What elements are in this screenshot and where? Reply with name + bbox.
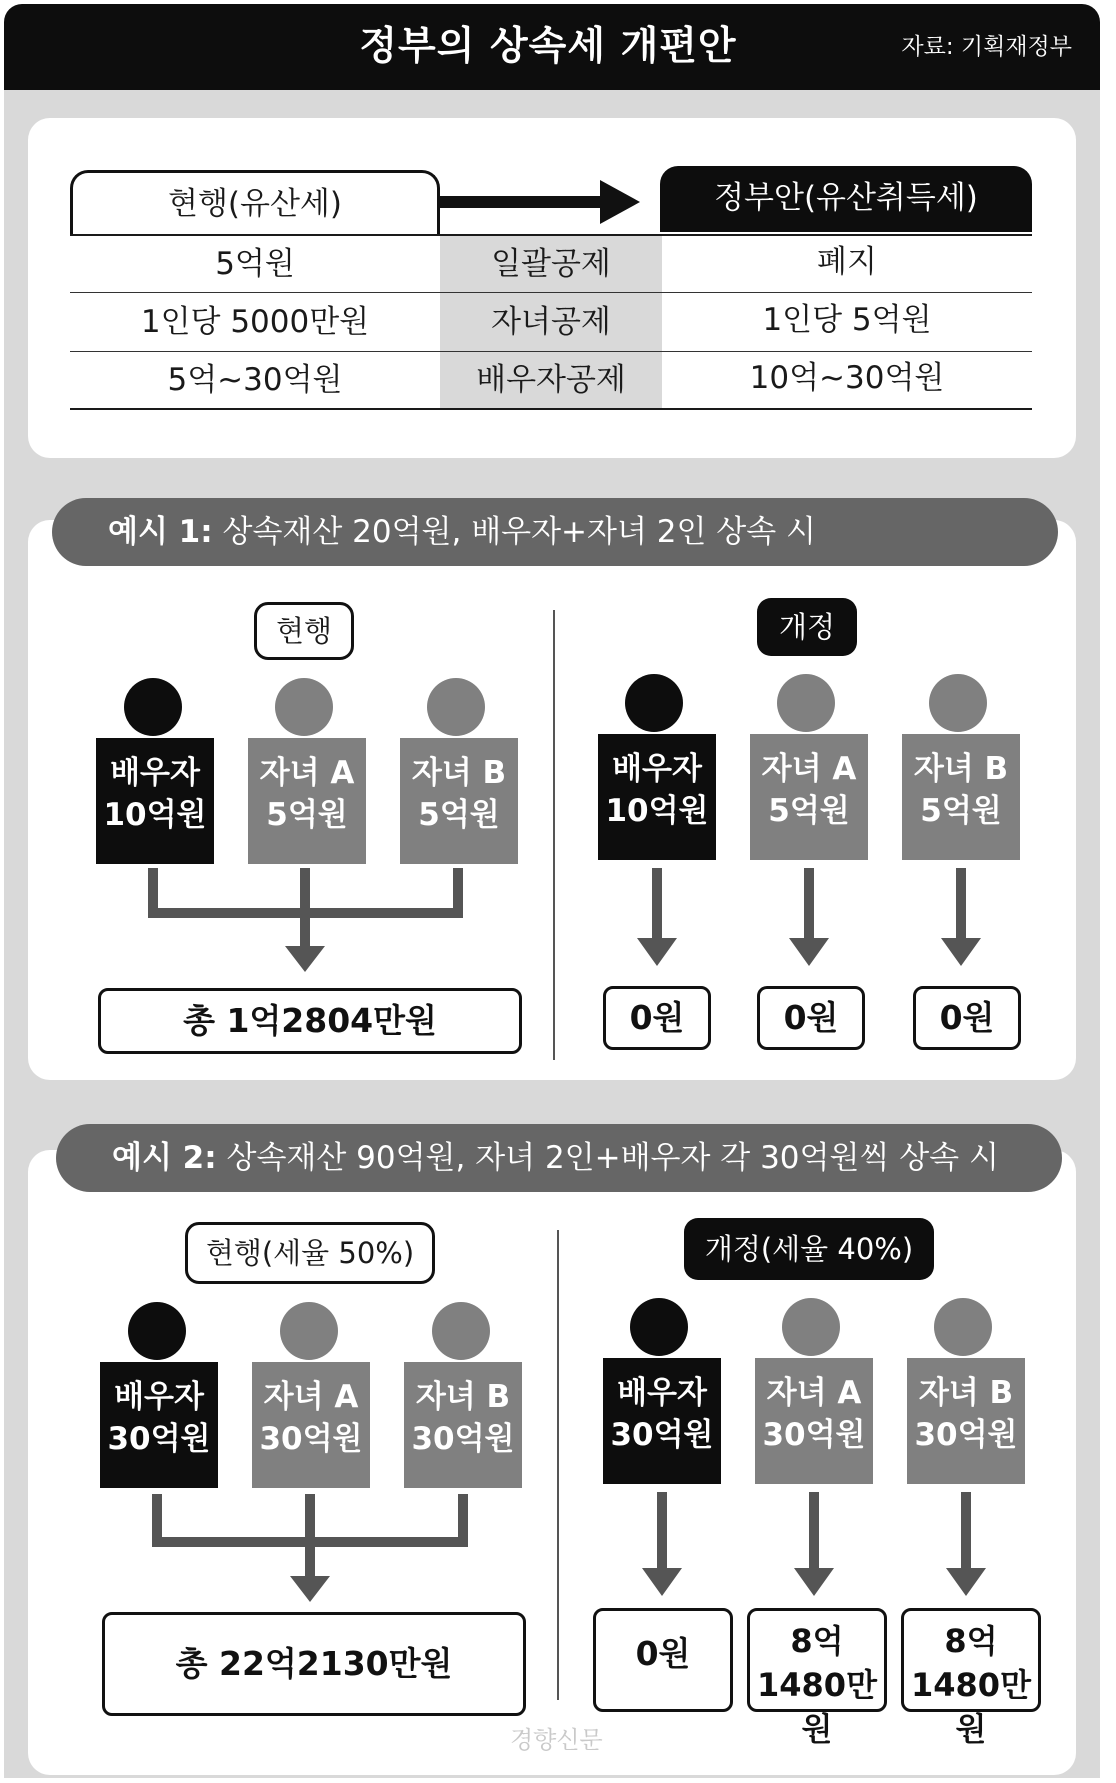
example1-title-label: 예시 1: bbox=[108, 514, 213, 550]
merge-arrow-icon bbox=[140, 868, 480, 974]
example1-revised-label: 개정 bbox=[757, 598, 857, 656]
person-head-icon bbox=[432, 1302, 490, 1360]
divider bbox=[557, 1230, 559, 1700]
person-amount: 30억원 bbox=[914, 1417, 1018, 1453]
table-cell-current: 5억~30억원 bbox=[167, 362, 343, 398]
person-amount: 10억원 bbox=[605, 793, 709, 829]
person-amount: 5억원 bbox=[920, 793, 1002, 829]
result-line1: 0원 bbox=[635, 1634, 691, 1673]
person-amount: 5억원 bbox=[418, 797, 500, 833]
person-child-b bbox=[400, 738, 518, 864]
example2-current-total: 총 22억2130만원 bbox=[102, 1612, 526, 1716]
person-head-icon bbox=[275, 678, 333, 736]
person-amount: 30억원 bbox=[411, 1421, 515, 1457]
person-child-a bbox=[252, 1362, 370, 1488]
person-name: 자녀 B bbox=[415, 1379, 511, 1415]
table-cell-government: 1인당 5억원 bbox=[762, 302, 932, 338]
example1-current-label: 현행 bbox=[254, 602, 354, 660]
person-child-b bbox=[907, 1358, 1025, 1484]
arrow-down-icon bbox=[794, 1492, 834, 1598]
person-child-b bbox=[902, 734, 1020, 860]
arrow-down-icon bbox=[946, 1492, 986, 1598]
person-head-icon bbox=[124, 678, 182, 736]
person-spouse bbox=[603, 1358, 721, 1484]
table-cell-government: 10억~30억원 bbox=[749, 360, 945, 396]
person-spouse bbox=[598, 734, 716, 860]
table-cell-item: 일괄공제 bbox=[491, 246, 611, 282]
person-amount: 5억원 bbox=[266, 797, 348, 833]
example1-revised-result: 0원 bbox=[603, 986, 711, 1050]
example1-revised-result: 0원 bbox=[913, 986, 1021, 1050]
table-cell-item: 자녀공제 bbox=[491, 304, 611, 340]
person-name: 자녀 A bbox=[761, 751, 857, 787]
example1-title-text: 상속재산 20억원, 배우자+자녀 2인 상속 시 bbox=[212, 514, 816, 550]
result-line2: 1480만원 bbox=[911, 1666, 1031, 1748]
person-name: 배우자 bbox=[114, 1379, 204, 1415]
example2-current-label: 현행(세율 50%) bbox=[185, 1222, 435, 1284]
table-cell-item: 배우자공제 bbox=[476, 362, 626, 398]
person-head-icon bbox=[280, 1302, 338, 1360]
person-head-icon bbox=[777, 674, 835, 732]
person-child-b bbox=[404, 1362, 522, 1488]
arrow-down-icon bbox=[642, 1492, 682, 1598]
person-name: 배우자 bbox=[110, 755, 200, 791]
person-amount: 30억원 bbox=[259, 1421, 363, 1457]
person-name: 자녀 B bbox=[918, 1375, 1014, 1411]
current-system-header: 현행(유산세) bbox=[70, 170, 440, 236]
example1-revised-result: 0원 bbox=[757, 986, 865, 1050]
page-title: 정부의 상속세 개편안 bbox=[359, 24, 737, 69]
arrow-down-icon bbox=[941, 868, 981, 968]
person-head-icon bbox=[128, 1302, 186, 1360]
arrow-down-icon bbox=[637, 868, 677, 968]
person-amount: 30억원 bbox=[107, 1421, 211, 1457]
result-line1: 8억 bbox=[790, 1622, 844, 1660]
person-child-a bbox=[248, 738, 366, 864]
person-name: 자녀 A bbox=[263, 1379, 359, 1415]
example2-revised-result bbox=[593, 1608, 733, 1712]
example2-revised-result bbox=[747, 1608, 887, 1748]
table-rule bbox=[70, 408, 1032, 410]
source-label: 자료: 기획재정부 bbox=[901, 34, 1072, 60]
example1-title bbox=[52, 498, 1058, 566]
example2-title bbox=[56, 1124, 1062, 1192]
table-cell-government: 폐지 bbox=[817, 244, 877, 280]
person-name: 자녀 A bbox=[259, 755, 355, 791]
example1-current-total: 총 1억2804만원 bbox=[98, 988, 522, 1054]
person-child-a bbox=[755, 1358, 873, 1484]
person-head-icon bbox=[929, 674, 987, 732]
divider bbox=[553, 610, 555, 1060]
example2-revised-result bbox=[901, 1608, 1041, 1748]
person-name: 자녀 B bbox=[913, 751, 1009, 787]
person-amount: 10억원 bbox=[103, 797, 207, 833]
person-amount: 30억원 bbox=[610, 1417, 714, 1453]
person-head-icon bbox=[782, 1298, 840, 1356]
arrow-shaft bbox=[440, 196, 610, 208]
result-line1: 8억 bbox=[944, 1622, 998, 1660]
person-spouse bbox=[96, 738, 214, 864]
government-plan-header: 정부안(유산취득세) bbox=[660, 166, 1032, 232]
person-head-icon bbox=[630, 1298, 688, 1356]
result-line2: 1480만원 bbox=[757, 1666, 877, 1748]
example2-title-label: 예시 2: bbox=[112, 1140, 217, 1176]
example2-revised-label: 개정(세율 40%) bbox=[684, 1218, 934, 1280]
table-cell-current: 5억원 bbox=[215, 246, 295, 282]
arrow-down-icon bbox=[789, 868, 829, 968]
table-cell-current: 1인당 5000만원 bbox=[140, 304, 370, 340]
person-amount: 30억원 bbox=[762, 1417, 866, 1453]
person-head-icon bbox=[625, 674, 683, 732]
example2-title-text: 상속재산 90억원, 자녀 2인+배우자 각 30억원씩 상속 시 bbox=[216, 1140, 999, 1176]
arrow-right-icon bbox=[600, 180, 640, 224]
person-name: 배우자 bbox=[617, 1375, 707, 1411]
person-name: 자녀 A bbox=[766, 1375, 862, 1411]
person-spouse bbox=[100, 1362, 218, 1488]
merge-arrow-icon bbox=[145, 1494, 485, 1604]
person-head-icon bbox=[427, 678, 485, 736]
person-amount: 5억원 bbox=[768, 793, 850, 829]
watermark: 경향신문 bbox=[510, 1726, 603, 1754]
person-head-icon bbox=[934, 1298, 992, 1356]
person-name: 배우자 bbox=[612, 751, 702, 787]
person-child-a bbox=[750, 734, 868, 860]
person-name: 자녀 B bbox=[411, 755, 507, 791]
